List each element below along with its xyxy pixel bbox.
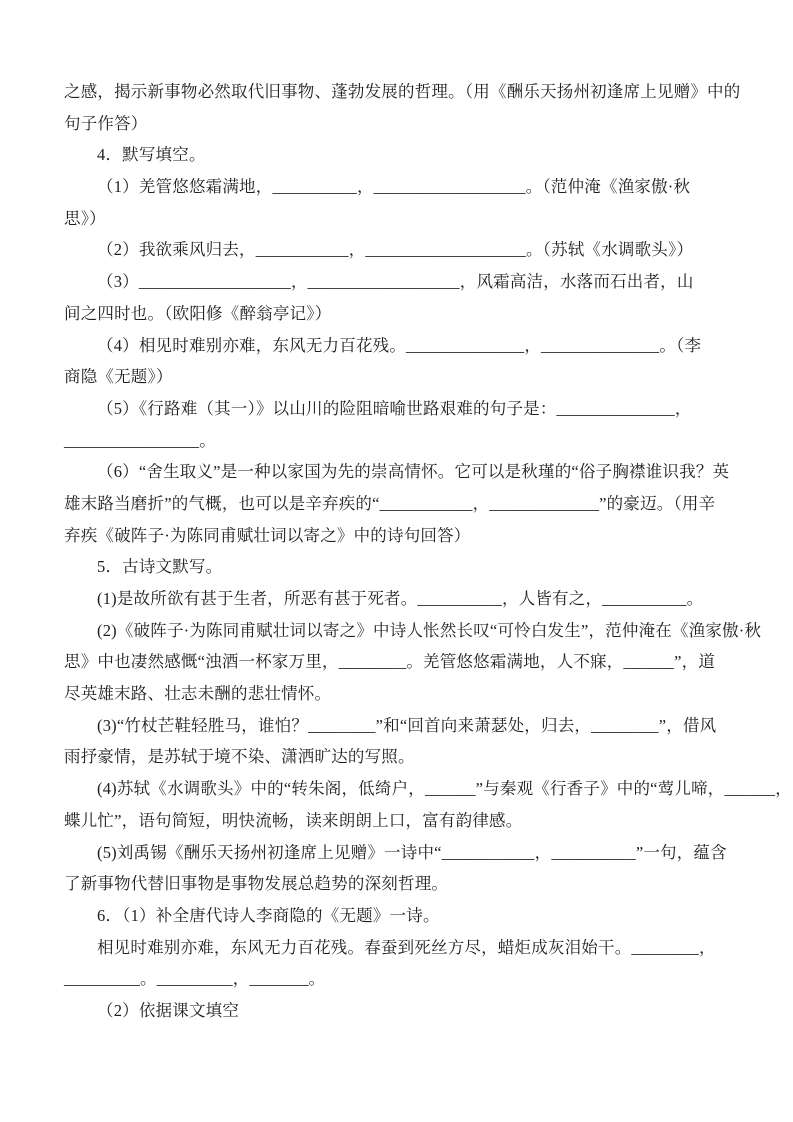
text-line: (4)苏轼《水调歌头》中的“转朱阁，低绮户，______”与秦观《行香子》中的“莺儿啼，______， — [97, 779, 792, 799]
text-line: 蝶儿忙”，语句简短，明快流畅，读来朗朗上口，富有韵律感。 — [64, 810, 523, 830]
text-line: 尽英雄末路、壮志未酬的悲壮情怀。 — [64, 684, 332, 704]
text-line: 之感，揭示新事物必然取代旧事物、蓬勃发展的哲理。（用《酬乐天扬州初逢席上见赠》中的 — [64, 82, 741, 101]
text-line: 6．（1）补全唐代诗人李商隐的《无题》一诗。 — [97, 905, 440, 925]
text-line: （5）《行路难（其一）》以山川的险阻暗喻世路艰难的句子是：______________， — [97, 398, 692, 418]
text-line: 思》） — [64, 208, 106, 228]
text-line: 商隐《无题》） — [64, 367, 173, 387]
text-line: _________。_________，_______。 — [64, 969, 326, 989]
text-line: 雨抒豪情，是苏轼于境不染、潇洒旷达的写照。 — [64, 747, 415, 767]
text-line: 5．古诗文默写。 — [97, 557, 223, 577]
text-line: 雄末路当磨折”的气概，也可以是辛弃疾的“___________，_____________”的豪迈。（用辛 — [64, 493, 716, 513]
text-line: (5)刘禹锡《酬乐天扬州初逢席上见赠》一诗中“___________，__________”一句，蕴含 — [97, 842, 727, 862]
text-line: （3）__________________，__________________，风霜高洁，水落而石出者，山 — [97, 272, 694, 292]
text-line: (1)是故所欲有甚于生者，所恶有甚于死者。__________，人皆有之，__________。 — [97, 589, 704, 608]
text-line: 思》中也凄然感慨“浊酒一杯家万里，________。羌管悠悠霜满地，人不寐，______”，道 — [64, 652, 716, 672]
text-line: 了新事物代替旧事物是事物发展总趋势的深刻哲理。 — [64, 874, 449, 894]
text-line: ________________。 — [64, 430, 216, 450]
text-line: 句子作答） — [64, 113, 148, 133]
text-line: （2）依据课文填空 — [97, 1000, 240, 1020]
text-line: 相见时难别亦难，东风无力百花残。春蚕到死丝方尽，蜡炬成灰泪始干。________， — [97, 937, 716, 957]
text-line: （2）我欲乘风归去，___________，___________________。（苏轼《水调歌头》） — [97, 240, 694, 260]
text-line: （4）相见时难别亦难，东风无力百花残。______________，______________。（李 — [97, 335, 702, 355]
text-line: （6）“舍生取义”是一种以家国为先的崇高情怀。它可以是秋瑾的“俗子胸襟谁识我？英 — [97, 462, 730, 482]
document-body — [64, 76, 792, 1027]
text-line: (3)“竹杖芒鞋轻胜马，谁怕？________”和“回首向来萧瑟处，归去，________”，借风 — [97, 715, 717, 735]
text-line: (2)《破阵子·为陈同甫赋壮词以寄之》中诗人怅然长叹“可怜白发生”，范仲淹在《渔家傲·秋 — [97, 620, 762, 640]
text-line: （1）羌管悠悠霜满地，__________，__________________。（范仲淹《渔家傲·秋 — [97, 177, 691, 197]
text-line: 4．默写填空。 — [97, 145, 206, 165]
text-line: 弃疾《破阵子·为陈同甫赋壮词以寄之》中的诗句回答） — [64, 525, 471, 545]
text-line: 间之四时也。（欧阳修《醉翁亭记》） — [64, 303, 332, 323]
